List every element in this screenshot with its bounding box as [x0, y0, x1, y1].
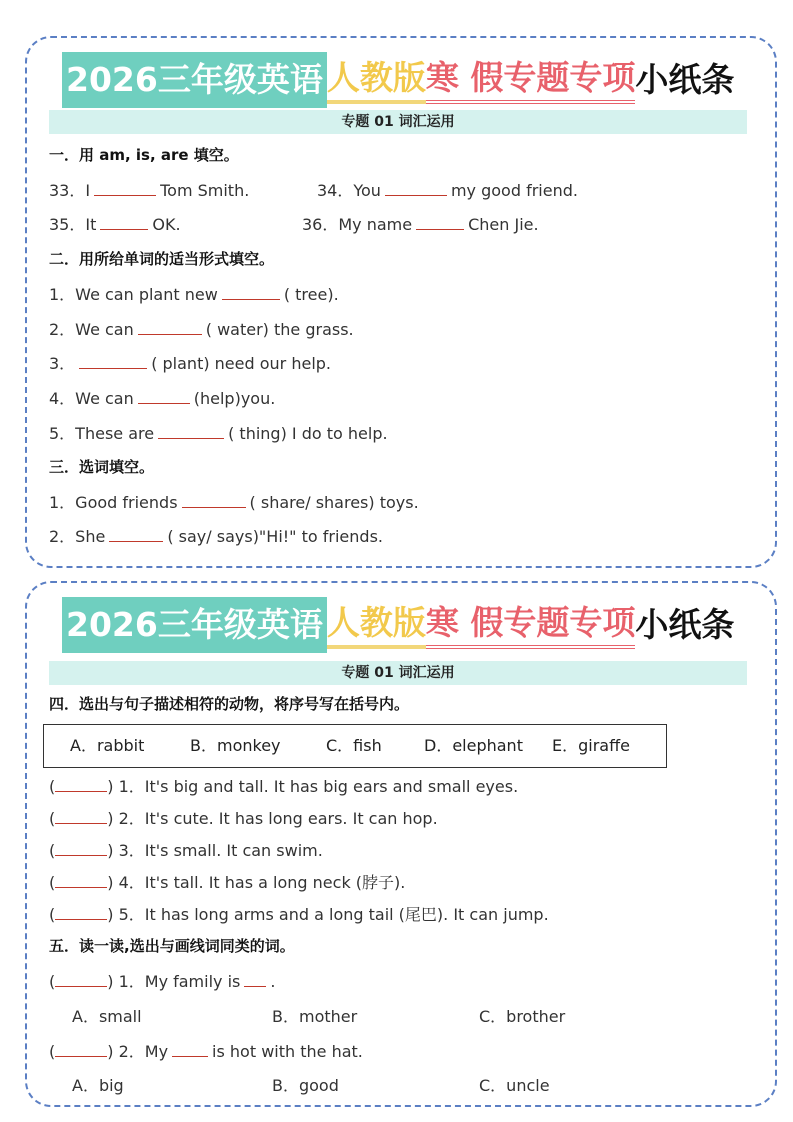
subtitle-band: 专题 01 词汇运用 [49, 661, 747, 685]
answer-blank[interactable] [182, 493, 246, 508]
worksheet-card-2 [25, 581, 777, 1107]
option: B．monkey [190, 736, 281, 755]
title-part-2: 人教版 [327, 601, 426, 649]
answer-blank[interactable] [55, 972, 107, 987]
question-row: ( ) 1．My family is . [49, 972, 276, 991]
answer-blank[interactable] [416, 215, 464, 230]
question-row [49, 351, 331, 374]
q-text: ( say/ says)"Hi!" to friends. [167, 527, 383, 546]
title-part-4: 小纸条 [635, 60, 735, 99]
q-text: 5．It has long arms and a long tail (尾巴). It can jump. [118, 905, 549, 924]
answer-blank[interactable] [55, 873, 107, 888]
q-text: is hot with the hat. [212, 1042, 363, 1061]
answer-blank[interactable] [94, 181, 156, 196]
q-text: 5．These are [49, 424, 155, 443]
options-box [43, 724, 667, 768]
q-text: 2．She [49, 527, 106, 546]
answer-blank[interactable] [158, 424, 224, 439]
q-text: 1．My family is [118, 972, 241, 991]
choice-c[interactable]: C．brother [479, 1007, 566, 1026]
question-row [49, 317, 354, 340]
option: A．rabbit [70, 736, 145, 755]
title-banner [62, 52, 734, 108]
answer-blank[interactable] [138, 389, 190, 404]
choice-b[interactable]: B．good [272, 1076, 339, 1095]
option: C．fish [326, 736, 382, 755]
q-text: Tom Smith. [160, 181, 250, 200]
answer-blank[interactable] [55, 841, 107, 856]
title-banner [62, 597, 734, 653]
question-row: ( ) 2．My is hot with the hat. [49, 1042, 363, 1061]
question-row [49, 386, 275, 409]
section-heading: 五．读一读,选出与画线词同类的词。 [49, 937, 295, 955]
q-text: ( plant) need our help. [151, 354, 331, 373]
section-heading: 一．用 am, is, are 填空。 [49, 146, 239, 164]
title-part-1: 2026三年级英语 [62, 52, 327, 108]
q-text: Chen Jie. [468, 215, 539, 234]
question-row: ( ) 2．It's cute. It has long ears. It can hop. [49, 809, 438, 828]
question-row [49, 524, 383, 547]
q-text: (help)you. [193, 389, 276, 408]
title-part-3: 寒 假专题专项 [426, 56, 636, 104]
q-text: ( tree). [283, 285, 339, 304]
q-text: . [270, 972, 276, 991]
answer-blank[interactable] [109, 527, 163, 542]
question-row: ( ) 4．It's tall. It has a long neck (脖子). [49, 873, 406, 892]
answer-blank[interactable] [55, 777, 107, 792]
answer-blank[interactable] [244, 972, 266, 987]
question-row [49, 178, 249, 201]
option: E．giraffe [552, 736, 630, 755]
answer-blank[interactable] [55, 1042, 107, 1057]
question-row [49, 282, 339, 305]
answer-blank[interactable] [55, 905, 107, 920]
section-heading: 四．选出与句子描述相符的动物，将序号写在括号内。 [49, 695, 410, 713]
choice-c[interactable]: C．uncle [479, 1076, 550, 1095]
q-text: OK. [152, 215, 181, 234]
q-text: 1．It's big and tall. It has big ears and small eyes. [118, 777, 519, 796]
q-text: my good friend. [450, 181, 578, 200]
question-row [49, 490, 419, 513]
answer-blank[interactable] [222, 285, 280, 300]
question-row [49, 212, 181, 235]
question-row: ( ) 5．It has long arms and a long tail (尾巴). It can jump. [49, 905, 549, 924]
title-part-1: 2026三年级英语 [62, 597, 327, 653]
answer-blank[interactable] [385, 181, 447, 196]
title-part-4: 小纸条 [635, 605, 735, 644]
q-text: 33．I [49, 181, 91, 200]
option: D．elephant [424, 736, 523, 755]
question-row [317, 178, 578, 201]
choice-b[interactable]: B．mother [272, 1007, 358, 1026]
q-text: 1．We can plant new [49, 285, 218, 304]
subtitle-band: 专题 01 词汇运用 [49, 110, 747, 134]
question-row: ( ) 1．It's big and tall. It has big ears and small eyes. [49, 777, 519, 796]
choice-a[interactable]: A．big [72, 1076, 124, 1095]
title-part-3: 寒 假专题专项 [426, 601, 636, 649]
answer-blank[interactable] [55, 809, 107, 824]
worksheet-card-1 [25, 36, 777, 568]
question-row [302, 212, 539, 235]
q-text: 4．It's tall. It has a long neck (脖子). [118, 873, 406, 892]
answer-blank[interactable] [138, 320, 202, 335]
q-text: ( water) the grass. [205, 320, 354, 339]
q-text: 2．We can [49, 320, 134, 339]
section-heading: 二．用所给单词的适当形式填空。 [49, 250, 275, 268]
q-text: 35．It [49, 215, 97, 234]
q-text: 2．It's cute. It has long ears. It can hop. [118, 809, 438, 828]
choice-a[interactable]: A．small [72, 1007, 142, 1026]
q-text: 36．My name [302, 215, 413, 234]
question-row [49, 421, 388, 444]
answer-blank[interactable] [100, 215, 148, 230]
section-heading: 三．选词填空。 [49, 458, 155, 476]
q-text: 3． [49, 354, 76, 373]
q-text: 4．We can [49, 389, 134, 408]
q-text: ( thing) I do to help. [228, 424, 388, 443]
q-text: 2．My [118, 1042, 169, 1061]
answer-blank[interactable] [172, 1042, 208, 1057]
q-text: 1．Good friends [49, 493, 178, 512]
q-text: 3．It's small. It can swim. [118, 841, 323, 860]
q-text: 34．You [317, 181, 381, 200]
answer-blank[interactable] [79, 354, 147, 369]
question-row: ( ) 3．It's small. It can swim. [49, 841, 323, 860]
title-part-2: 人教版 [327, 56, 426, 104]
q-text: ( share/ shares) toys. [249, 493, 419, 512]
